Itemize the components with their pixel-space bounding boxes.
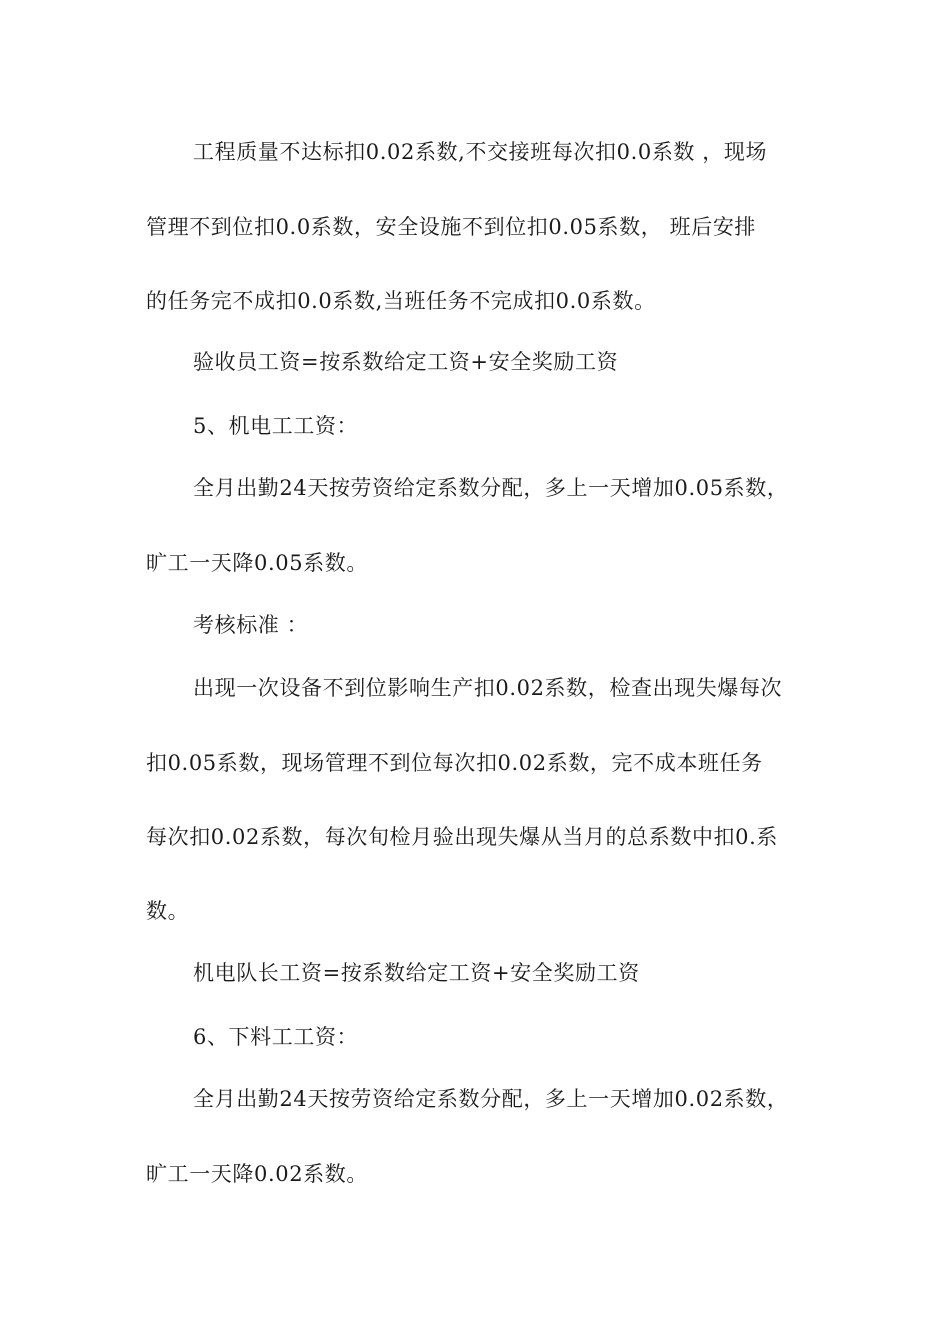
paragraph-line: 验收员工资=按系数给定工资+安全奖励工资 [193,350,619,374]
section-heading: 5、机电工工资： [193,414,359,438]
section-heading: 6、下料工工资： [193,1025,359,1049]
paragraph-line: 管理不到位扣0.0系数，安全设施不到位扣0.05系数， 班后安排 [146,215,757,239]
paragraph-line: 全月出勤24天按劳资给定系数分配，多上一天增加0.02系数， [193,1087,789,1111]
paragraph-line: 数。 [146,899,190,923]
paragraph-line: 扣0.05系数，现场管理不到位每次扣0.02系数，完不成本班任务 [146,751,763,775]
paragraph-line: 的任务完不成扣0.0系数,当班任务不完成扣0.0系数。 [146,289,656,313]
subheading: 考核标准 ： [193,613,309,637]
paragraph-line: 旷工一天降0.05系数。 [146,551,368,575]
paragraph-line: 旷工一天降0.02系数。 [146,1162,368,1186]
paragraph-line: 每次扣0.02系数，每次旬检月验出现失爆从当月的总系数中扣0.系 [146,825,778,849]
paragraph-line: 全月出勤24天按劳资给定系数分配，多上一天增加0.05系数， [193,476,789,500]
paragraph-line: 出现一次设备不到位影响生产扣0.02系数，检查出现失爆每次 [193,676,783,700]
paragraph-line: 工程质量不达标扣0.02系数,不交接班每次扣0.0系数 ，现场 [193,140,768,164]
paragraph-line: 机电队长工资=按系数给定工资+安全奖励工资 [193,961,640,985]
